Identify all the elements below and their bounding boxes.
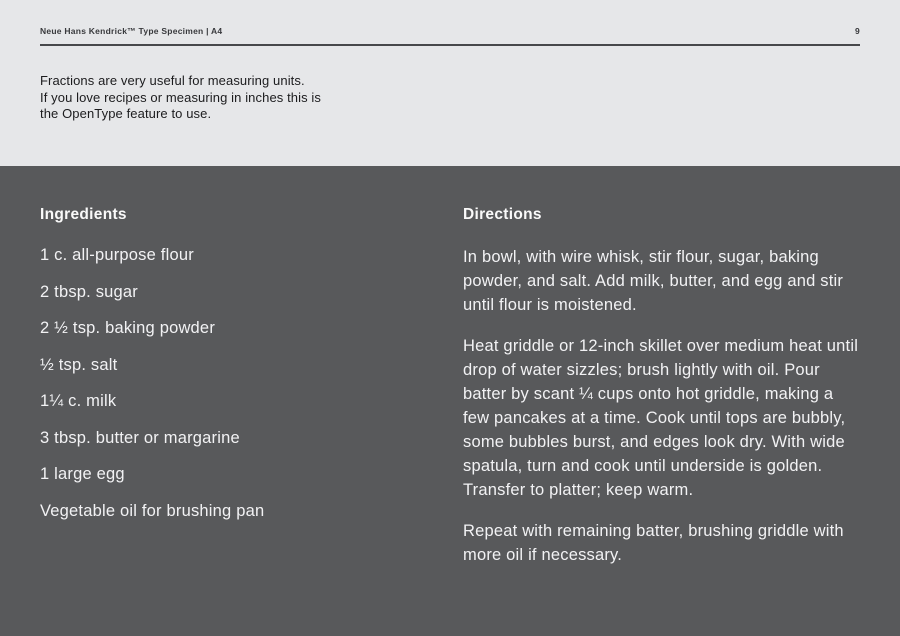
direction-paragraph: In bowl, with wire whisk, stir flour, sugar, baking powder, and salt. Add milk, butter, and egg and stir until flour is moistened.	[463, 248, 844, 314]
recipe-section	[0, 166, 900, 636]
top-band	[0, 0, 900, 166]
directions-heading: Directions	[463, 206, 542, 223]
intro-line: Fractions are very useful for measuring units.	[40, 73, 305, 88]
ingredient-item: Vegetable oil for brushing pan	[40, 501, 265, 520]
masthead-rule	[40, 44, 860, 46]
intro-text	[40, 73, 321, 123]
page-number: 9	[855, 26, 860, 36]
ingredient-item: 1 large egg	[40, 465, 125, 483]
ingredient-item: 2 tbsp. sugar	[40, 282, 138, 301]
ingredients-heading: Ingredients	[40, 206, 127, 223]
masthead	[40, 26, 860, 36]
intro-line: the OpenType feature to use.	[40, 106, 212, 121]
direction-paragraph: Heat griddle or 12-inch skillet over medium heat until drop of water sizzles; brush lightly with oil. Pour batter by scant ¼ cups onto hot griddle, making a few pancakes at a time. Cook until tops are bubbly, some bubbles burst, and edges look dry. With wide spatula, turn and cook until underside is golden. Transfer to platter; keep warm.	[463, 337, 859, 499]
intro-line: If you love recipes or measuring in inches this is	[40, 89, 322, 105]
ingredient-item: 2 ½ tsp. baking powder	[40, 319, 216, 337]
ingredient-item: 3 tbsp. butter or margarine	[40, 428, 240, 447]
ingredient-item: ½ tsp. salt	[40, 355, 118, 374]
ingredient-item: 1¼ c. milk	[40, 392, 117, 410]
ingredients-column	[40, 206, 435, 537]
specimen-title: Neue Hans Kendrick™ Type Specimen | A4	[40, 26, 223, 36]
directions-column	[463, 206, 863, 584]
direction-paragraph: Repeat with remaining batter, brushing griddle with more oil if necessary.	[463, 522, 844, 564]
ingredient-item: 1 c. all-purpose flour	[40, 246, 194, 264]
